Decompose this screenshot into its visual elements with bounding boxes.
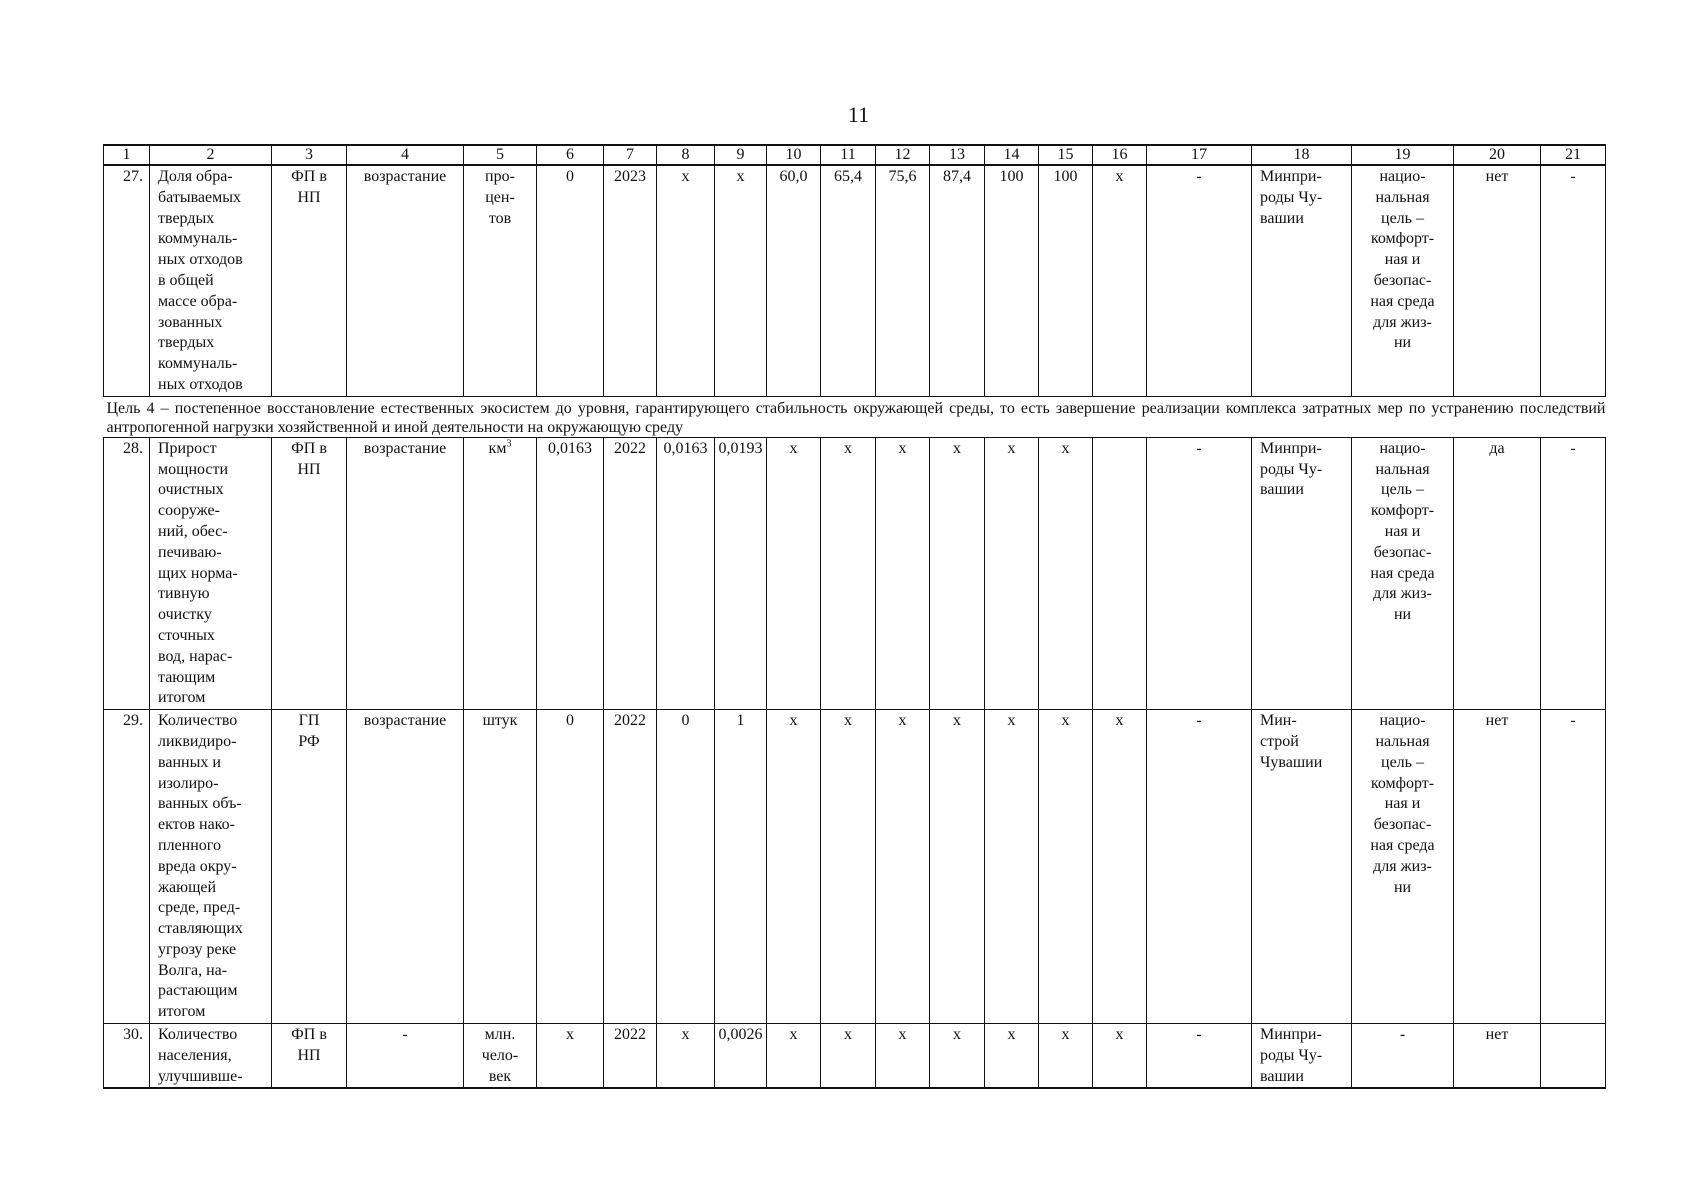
indicator-trend: - xyxy=(347,1024,464,1089)
value-col-10: 60,0 xyxy=(767,165,821,396)
col-num-21: 21 xyxy=(1541,145,1606,165)
goal-4-text: Цель 4 – постепенное восстановление естественных экосистем до уровня, гарантирующего стабильность окружающей среды, то есть завершение реализации комплекса затратных мер по устранению последствий антропогенной нагрузки хозяйственной и иной деятельности на окружающую среду xyxy=(104,396,1606,437)
col-num-6: 6 xyxy=(537,145,604,165)
col-num-5: 5 xyxy=(464,145,537,165)
base-year: 2022 xyxy=(604,1024,657,1089)
value-col-10: х xyxy=(767,710,821,1024)
value-col-13: х xyxy=(930,437,985,709)
value-col-21: - xyxy=(1541,437,1606,709)
value-col-11: х xyxy=(821,710,876,1024)
indicator-trend: возрастание xyxy=(347,710,464,1024)
value-col-8: 0 xyxy=(657,710,715,1024)
value-col-20: нет xyxy=(1454,1024,1541,1089)
row-number: 29. xyxy=(104,710,150,1024)
value-col-14: х xyxy=(985,437,1039,709)
value-col-21: - xyxy=(1541,165,1606,396)
value-col-9: 1 xyxy=(715,710,767,1024)
value-col-20: да xyxy=(1454,437,1541,709)
col-num-12: 12 xyxy=(876,145,930,165)
value-col-10: х xyxy=(767,1024,821,1089)
page-number: 11 xyxy=(847,102,870,127)
base-value: 0 xyxy=(537,710,604,1024)
value-col-21 xyxy=(1541,1024,1606,1089)
value-col-11: 65,4 xyxy=(821,165,876,396)
table-row xyxy=(104,710,1606,1024)
value-col-12: 75,6 xyxy=(876,165,930,396)
value-col-17: - xyxy=(1147,437,1252,709)
unit-text: км xyxy=(488,439,507,457)
national-goal: - xyxy=(1352,1024,1454,1089)
indicator-level: ФП в НП xyxy=(272,437,347,709)
value-col-15: х xyxy=(1039,1024,1093,1089)
col-num-20: 20 xyxy=(1454,145,1541,165)
column-number-row xyxy=(104,145,1606,165)
value-col-20: нет xyxy=(1454,710,1541,1024)
col-num-1: 1 xyxy=(104,145,150,165)
indicator-unit xyxy=(464,437,537,709)
unit-superscript: 3 xyxy=(506,438,512,450)
value-col-16: х xyxy=(1093,165,1147,396)
value-col-13: х xyxy=(930,710,985,1024)
base-value: 0,0163 xyxy=(537,437,604,709)
value-col-8: х xyxy=(657,1024,715,1089)
value-col-14: х xyxy=(985,710,1039,1024)
col-num-14: 14 xyxy=(985,145,1039,165)
col-num-16: 16 xyxy=(1093,145,1147,165)
indicator-name: Прирост мощности очистных сооруже- ний, обес- печиваю- щих норма- тивную очистку сточных вод, нарас- тающим итогом xyxy=(150,437,272,709)
indicator-level: ГП РФ xyxy=(272,710,347,1024)
row-number: 27. xyxy=(104,165,150,396)
indicator-unit: штук xyxy=(464,710,537,1024)
col-num-11: 11 xyxy=(821,145,876,165)
value-col-12: х xyxy=(876,1024,930,1089)
responsible-executor: Минпри- роды Чу- вашии xyxy=(1252,1024,1352,1089)
value-col-11: х xyxy=(821,1024,876,1089)
col-num-18: 18 xyxy=(1252,145,1352,165)
table-row xyxy=(104,165,1606,396)
value-col-14: х xyxy=(985,1024,1039,1089)
value-col-9: х xyxy=(715,165,767,396)
table-row xyxy=(104,437,1606,709)
responsible-executor: Минпри- роды Чу- вашии xyxy=(1252,437,1352,709)
indicator-name: Количество населения, улучшивше- xyxy=(150,1024,272,1089)
national-goal: нацио- нальная цель – комфорт- ная и безопас- ная среда для жиз- ни xyxy=(1352,710,1454,1024)
base-value: 0 xyxy=(537,165,604,396)
value-col-20: нет xyxy=(1454,165,1541,396)
value-col-16: х xyxy=(1093,710,1147,1024)
indicators-table xyxy=(103,144,1606,1089)
value-col-11: х xyxy=(821,437,876,709)
col-num-7: 7 xyxy=(604,145,657,165)
value-col-12: х xyxy=(876,710,930,1024)
goal-row xyxy=(104,396,1606,437)
col-num-17: 17 xyxy=(1147,145,1252,165)
col-num-3: 3 xyxy=(272,145,347,165)
value-col-16 xyxy=(1093,437,1147,709)
value-col-21: - xyxy=(1541,710,1606,1024)
value-col-12: х xyxy=(876,437,930,709)
value-col-13: х xyxy=(930,1024,985,1089)
indicator-unit: млн. чело- век xyxy=(464,1024,537,1089)
indicator-name: Доля обра- батываемых твердых коммуналь- ных отходов в общей массе обра- зованных твердых коммуналь- ных отходов xyxy=(150,165,272,396)
value-col-15: 100 xyxy=(1039,165,1093,396)
col-num-9: 9 xyxy=(715,145,767,165)
base-year: 2022 xyxy=(604,710,657,1024)
col-num-4: 4 xyxy=(347,145,464,165)
indicator-level: ФП в НП xyxy=(272,1024,347,1089)
indicator-name: Количество ликвидиро- ванных и изолиро- ванных объ- ектов нако- пленного вреда окру- жающей среде, пред- ставляющих угрозу реке Волга, на- растающим итогом xyxy=(150,710,272,1024)
col-num-15: 15 xyxy=(1039,145,1093,165)
responsible-executor: Мин- строй Чувашии xyxy=(1252,710,1352,1024)
indicator-level: ФП в НП xyxy=(272,165,347,396)
col-num-10: 10 xyxy=(767,145,821,165)
value-col-9: 0,0026 xyxy=(715,1024,767,1089)
value-col-17: - xyxy=(1147,710,1252,1024)
national-goal: нацио- нальная цель – комфорт- ная и безопас- ная среда для жиз- ни xyxy=(1352,437,1454,709)
row-number: 30. xyxy=(104,1024,150,1089)
value-col-13: 87,4 xyxy=(930,165,985,396)
col-num-8: 8 xyxy=(657,145,715,165)
value-col-8: 0,0163 xyxy=(657,437,715,709)
row-number: 28. xyxy=(104,437,150,709)
value-col-17: - xyxy=(1147,165,1252,396)
national-goal: нацио- нальная цель – комфорт- ная и безопас- ная среда для жиз- ни xyxy=(1352,165,1454,396)
table-row xyxy=(104,1024,1606,1089)
value-col-14: 100 xyxy=(985,165,1039,396)
col-num-2: 2 xyxy=(150,145,272,165)
value-col-15: х xyxy=(1039,710,1093,1024)
responsible-executor: Минпри- роды Чу- вашии xyxy=(1252,165,1352,396)
value-col-9: 0,0193 xyxy=(715,437,767,709)
base-year: 2023 xyxy=(604,165,657,396)
indicator-trend: возрастание xyxy=(347,165,464,396)
value-col-8: х xyxy=(657,165,715,396)
col-num-19: 19 xyxy=(1352,145,1454,165)
value-col-16: х xyxy=(1093,1024,1147,1089)
value-col-15: х xyxy=(1039,437,1093,709)
col-num-13: 13 xyxy=(930,145,985,165)
base-year: 2022 xyxy=(604,437,657,709)
indicator-trend: возрастание xyxy=(347,437,464,709)
value-col-10: х xyxy=(767,437,821,709)
value-col-17: - xyxy=(1147,1024,1252,1089)
base-value: х xyxy=(537,1024,604,1089)
indicator-unit: про- цен- тов xyxy=(464,165,537,396)
